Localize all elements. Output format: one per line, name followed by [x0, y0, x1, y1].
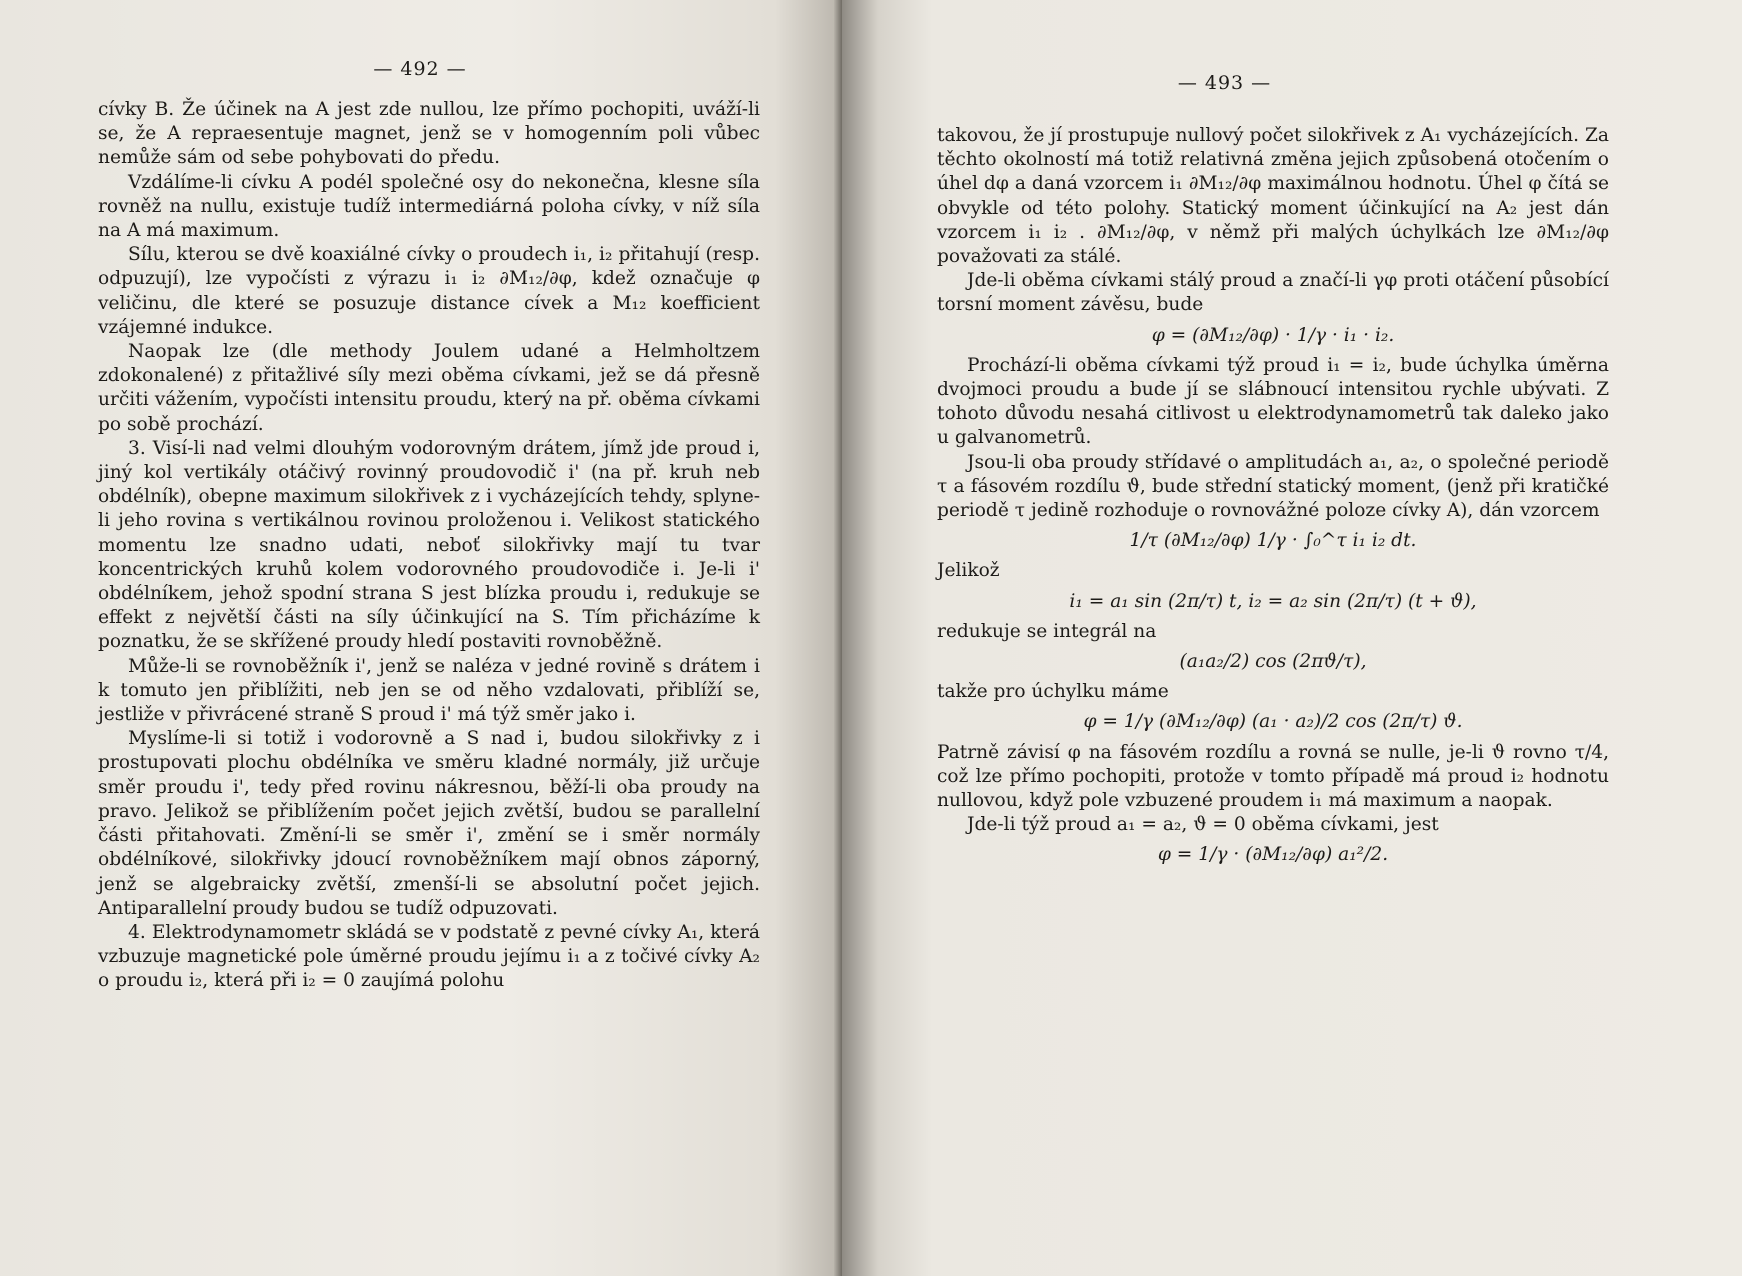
left-page: [0, 0, 842, 1276]
paragraph: redukuje se integrál na: [937, 620, 1157, 642]
paragraph: Patrně závisí φ na fásovém rozdílu a rovná se nulle, je-li ϑ rovno τ/4, což lze přímo pochopiti, protože v tomto případě má proud i₂ hodnotu nullovou, když pole vzbuzené proudem i₁ má maximum a naopak.: [937, 741, 1609, 812]
paragraph: Jde-li týž proud a₁ = a₂, ϑ = 0 oběma cívkami, jest: [967, 814, 1439, 836]
paragraph: Sílu, kterou se dvě koaxiálné cívky o proudech i₁, i₂ přitahují (resp. odpuzují), lze vypočísti z výrazu i₁ i₂ ∂M₁₂/∂φ, kdež označuje φ veličinu, dle které se posuzuje distance cívek a M₁₂ koefficient vzájemné indukce.: [98, 244, 760, 338]
paragraph: cívky B. Že účinek na A jest zde nullou, lze přímo pochopiti, uváží-li se, že A repraesentuje magnet, jenž se v homogenním poli vůbec nemůže sám od sebe pohybovati do předu.: [98, 99, 760, 169]
page-number-left: — 492 —: [373, 58, 467, 80]
paragraph: 4. Elektrodynamometr skládá se v podstatě z pevné cívky A₁, která vzbuzuje magnetické pole úměrné proudu jejímu i₁ a z točivé cívky A₂ o proudu i₂, která při i₂ = 0 zaujímá polohu: [98, 921, 760, 992]
paragraph: Jde-li oběma cívkami stálý proud a značí-li γφ proti otáčení působící torsní moment závěsu, bude: [937, 270, 1609, 316]
paragraph: Naopak lze (dle methody Joulem udané a Helmholtzem zdokonalené) z přitažlivé síly mezi oběma cívkami, jež se dá přesně určiti vážením, vypočísti intensitu proudu, který na př. oběma cívkami po sobě prochází.: [98, 341, 760, 435]
formula: φ = 1/γ (∂M₁₂/∂φ) (a₁ · a₂)/2 cos (2π/τ) ϑ.: [1083, 711, 1463, 733]
paragraph: Jelikož: [937, 560, 1000, 582]
formula: 1/τ (∂M₁₂/∂φ) 1/γ · ∫₀^τ i₁ i₂ dt.: [1129, 530, 1417, 552]
paragraph: takže pro úchylku máme: [937, 681, 1169, 703]
right-page: [842, 0, 1742, 1276]
formula: i₁ = a₁ sin (2π/τ) t, i₂ = a₂ sin (2π/τ) (t + ϑ),: [1069, 590, 1477, 612]
page-number-right: — 493 —: [1177, 72, 1272, 94]
formula: φ = (∂M₁₂/∂φ) · 1/γ · i₁ · i₂.: [1151, 324, 1395, 346]
paragraph: 3. Visí-li nad velmi dlouhým vodorovným drátem, jímž jde proud i, jiný kol vertikály otáčivý rovinný proudovodič i' (na př. kruh neb obdélník), obepne maximum silokřivek z i vycházejících tehdy, splyne-li jeho rovina s vertikálnou rovinou proloženou i. Velikost statického momentu lze snadno udati, neboť silokřivky mají tu tvar koncentrických kruhů kolem vodorovného proudovodiče i. Je-li i' obdélníkem, jehož spodní strana S jest blízka proudu i, redukuje se effekt z největší části na síly účinkující na S. Tím přicházíme k poznatku, že se skřížené proudy hledí postaviti rovnoběžně.: [98, 437, 760, 653]
paragraph: Myslíme-li si totiž i vodorovně a S nad i, budou silokřivky z i prostupovati plochu obdélníka ve směru kladné normály, již určuje směr proudu i', tedy před rovinu nákresnou, běží-li oba proudy na pravo. Jelikož se přiblížením počet jejich zvětší, budou se parallelní části přitahovati. Změní-li se směr i', změní se i směr normály obdélníkové, silokřivky jdoucí rovnoběžníkem mají obnos záporný, jenž se algebraicky zvětší, zmenší-li se absolutní počet jejich. Antiparallelní proudy budou se tudíž odpuzovati.: [98, 728, 760, 919]
paragraph: Prochází-li oběma cívkami týž proud i₁ = i₂, bude úchylka úměrna dvojmoci proudu a bude jí se slábnoucí intensitou rychle ubývati. Z tohoto důvodu nesahá citlivost u elektrodynamometrů tak daleko jako u galvanometrů.: [937, 354, 1609, 449]
paragraph: Může-li se rovnoběžník i', jenž se naléza v jedné rovině s drátem i k tomuto jen přiblížiti, neb jen se od něho vzdalovati, přiblíží se, jestliže v přivrácené straně S proud i' má týž směr jako i.: [98, 655, 760, 726]
right-page-text: [937, 124, 1609, 868]
paragraph: Vzdálíme-li cívku A podél společné osy do nekonečna, klesne síla rovněž na nullu, existuje tudíž intermediárná poloha cívky, v níž síla na A má maximum.: [98, 171, 760, 242]
formula: (a₁a₂/2) cos (2πϑ/τ),: [1179, 651, 1367, 673]
paragraph: Jsou-li oba proudy střídavé o amplitudách a₁, a₂, o společné periodě τ a fásovém rozdílu ϑ, bude střední statický moment, (jenž při kratičké periodě τ jedině rozhoduje o rovnovážné poloze cívky A), dán vzorcem: [937, 451, 1609, 522]
formula: φ = 1/γ · (∂M₁₂/∂φ) a₁²/2.: [1157, 844, 1389, 866]
paragraph: takovou, že jí prostupuje nullový počet silokřivek z A₁ vycházejících. Za těchto okolností má totiž relativná změna jejich způsobená otočením o úhel dφ a daná vzorcem i₁ ∂M₁₂/∂φ maximálnou hodnotu. Úhel φ čítá se obvykle od této polohy. Statický moment účinkující na A₂ jest dán vzorcem i₁ i₂ . ∂M₁₂/∂φ, v němž při malých úchylkách lze ∂M₁₂/∂φ považovati za stálé.: [937, 125, 1609, 268]
left-page-text: [98, 98, 760, 994]
